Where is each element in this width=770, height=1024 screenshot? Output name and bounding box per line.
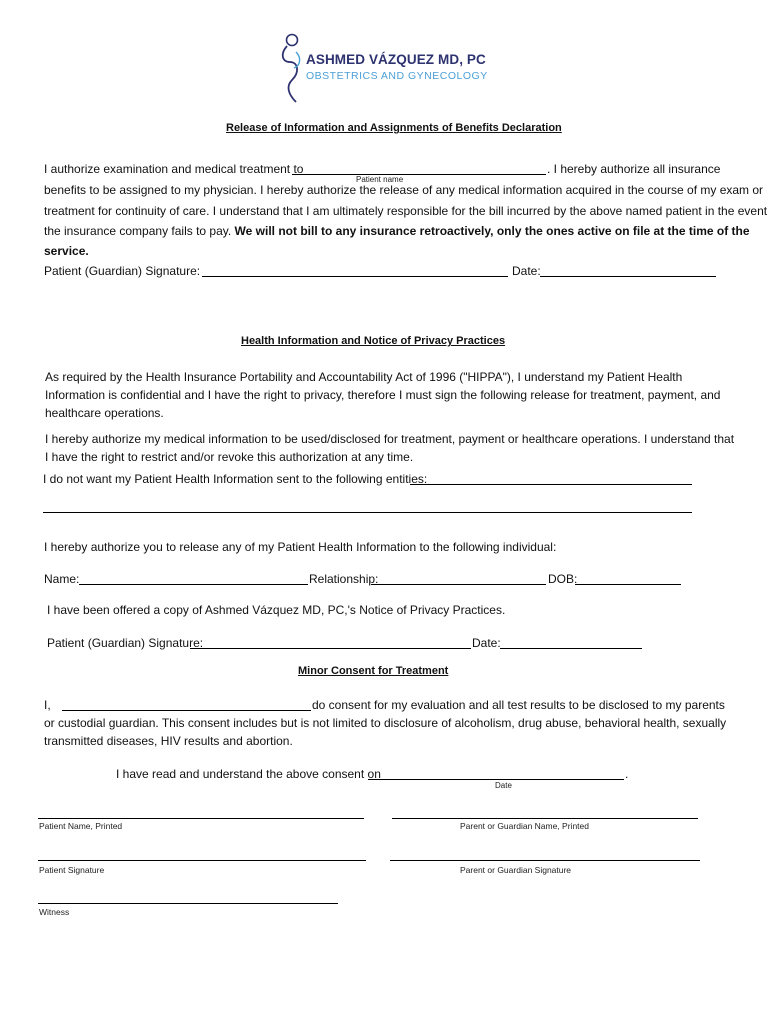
release-signature-field[interactable] bbox=[202, 276, 508, 277]
release-line5: service. bbox=[44, 244, 89, 258]
release-line4-bold: We will not bill to any insurance retroactively, only the ones active on file at the time of the bbox=[234, 224, 750, 238]
privacy-para1-l3: healthcare operations. bbox=[45, 406, 164, 420]
consent-date-caption: Date bbox=[495, 781, 512, 790]
release-date-field[interactable] bbox=[540, 276, 716, 277]
release-line4-regular: the insurance company fails to pay. bbox=[44, 224, 235, 238]
patient-name-caption: Patient name bbox=[356, 175, 404, 184]
release-line4 bbox=[44, 224, 750, 238]
guardian-signature-label: Parent or Guardian Signature bbox=[460, 865, 572, 875]
entities-field-1[interactable] bbox=[410, 484, 692, 485]
privacy-heading: Health Information and Notice of Privacy Practices bbox=[241, 335, 506, 347]
privacy-signature-field[interactable] bbox=[190, 648, 471, 649]
minor-consent-l1: do consent for my evaluation and all test results to be disclosed to my parents bbox=[312, 698, 725, 712]
authorize-individual-label: I hereby authorize you to release any of my Patient Health Information to the following individual: bbox=[44, 540, 557, 554]
privacy-para2-l1: I hereby authorize my medical information to be used/disclosed for treatment, payment or healthcare operations. I understand that bbox=[45, 432, 735, 446]
privacy-signature-label: Patient (Guardian) Signature: bbox=[47, 636, 204, 650]
brand-subtitle: OBSTETRICS AND GYNECOLOGY bbox=[306, 70, 488, 82]
patient-name-printed-field[interactable] bbox=[38, 818, 364, 819]
release-line3: treatment for continuity of care. I understand that I am ultimately responsible for the bill incurred by the above named patient in the event bbox=[44, 204, 768, 218]
minor-i-label: I, bbox=[44, 698, 51, 712]
dob-label: DOB: bbox=[548, 572, 578, 586]
name-field[interactable] bbox=[79, 584, 308, 585]
dob-field[interactable] bbox=[575, 584, 681, 585]
patient-name-field[interactable] bbox=[292, 174, 546, 175]
entities-field-2[interactable] bbox=[43, 512, 692, 513]
release-line1-start: I authorize examination and medical treatment to bbox=[44, 162, 304, 176]
read-understand-label: I have read and understand the above consent on bbox=[116, 767, 381, 781]
privacy-para1-l2: Information is confidential and I have the right to privacy, therefore I must sign the following release for treatment, payment, and bbox=[45, 388, 721, 402]
privacy-para2-l2: I have the right to restrict and/or revoke this authorization at any time. bbox=[45, 450, 414, 464]
privacy-date-field[interactable] bbox=[500, 648, 642, 649]
patient-signature-label: Patient Signature bbox=[39, 865, 105, 875]
guardian-name-printed-label: Parent or Guardian Name, Printed bbox=[460, 821, 589, 831]
release-line2: benefits to be assigned to my physician. I hereby authorize the release of any medical information acquired in the course of my exam or bbox=[44, 183, 764, 197]
release-signature-label: Patient (Guardian) Signature: bbox=[44, 264, 201, 278]
privacy-para1-l1: As required by the Health Insurance Portability and Accountability Act of 1996 ("HIPPA"), I understand my Patient Health bbox=[45, 370, 683, 384]
privacy-date-label: Date: bbox=[472, 636, 501, 650]
brand-name: ASHMED VÁZQUEZ MD, PC bbox=[306, 52, 486, 67]
minor-heading: Minor Consent for Treatment bbox=[298, 665, 449, 677]
logo bbox=[278, 32, 518, 104]
consent-period: . bbox=[625, 767, 629, 781]
relationship-field[interactable] bbox=[371, 584, 546, 585]
privacy-copy-notice: I have been offered a copy of Ashmed Vázquez MD, PC,'s Notice of Privacy Practices. bbox=[47, 603, 506, 617]
release-heading: Release of Information and Assignments of Benefits Declaration bbox=[226, 122, 562, 134]
release-date-label: Date: bbox=[512, 264, 541, 278]
minor-name-field[interactable] bbox=[62, 710, 311, 711]
witness-label: Witness bbox=[39, 907, 70, 917]
relationship-label: Relationship: bbox=[309, 572, 379, 586]
consent-date-field[interactable] bbox=[368, 779, 624, 780]
minor-consent-l3: transmitted diseases, HIV results and abortion. bbox=[44, 734, 293, 748]
guardian-signature-field[interactable] bbox=[390, 860, 700, 861]
entities-label: I do not want my Patient Health Information sent to the following entities: bbox=[43, 472, 428, 486]
name-label: Name: bbox=[44, 572, 80, 586]
logo-figure-icon bbox=[278, 32, 304, 104]
guardian-name-printed-field[interactable] bbox=[392, 818, 698, 819]
witness-field[interactable] bbox=[38, 903, 338, 904]
patient-signature-field[interactable] bbox=[38, 860, 366, 861]
minor-consent-l2: or custodial guardian. This consent includes but is not limited to disclosure of alcoholism, drug abuse, behavioral health, sexually bbox=[44, 716, 727, 730]
patient-name-printed-label: Patient Name, Printed bbox=[39, 821, 123, 831]
release-line1-end: . I hereby authorize all insurance bbox=[547, 162, 721, 176]
